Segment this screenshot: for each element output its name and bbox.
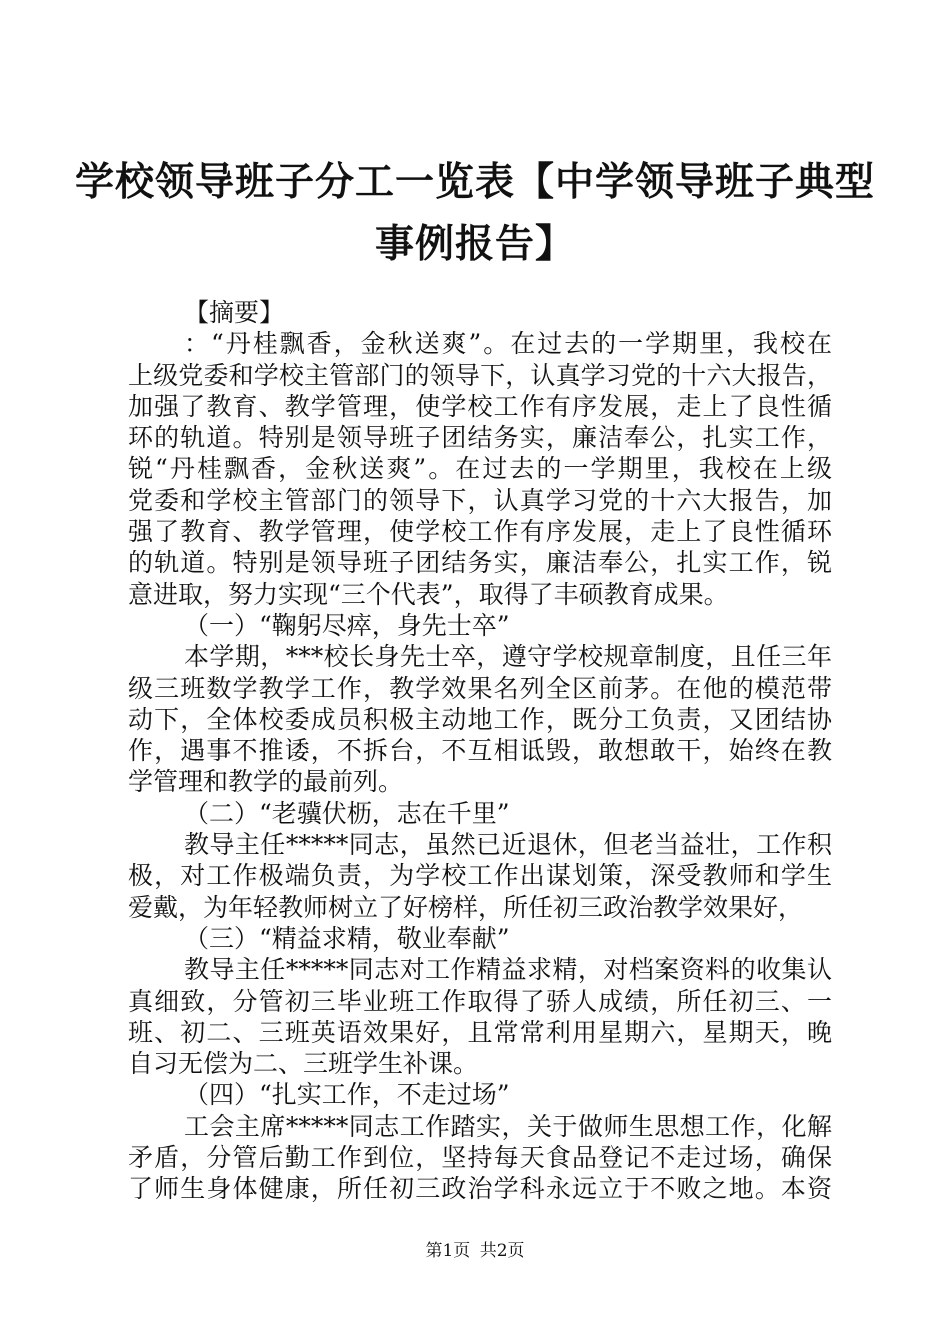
section-heading: （四）“扎实工作，不走过场” <box>184 1080 510 1110</box>
paragraph-line: 了师生身体健康，所任初三政治学科永远立于不败之地。本资 <box>128 1174 832 1204</box>
document-body <box>128 297 832 1205</box>
paragraph-line: 爱戴，为年轻教师树立了好榜样，所任初三政治教学效果好， <box>128 892 804 922</box>
paragraph-line: 加强了教育、教学管理，使学校工作有序发展，走上了良性循 <box>128 391 832 421</box>
section-heading: （二）“老骥伏枥，志在千里” <box>184 798 510 828</box>
paragraph-line: 教导主任*****同志，虽然已近退休，但老当益壮，工作积 <box>184 830 832 860</box>
paragraph-line: 工会主席*****同志工作踏实，关于做师生思想工作，化解 <box>184 1111 832 1141</box>
page-number: 第1页 <box>425 1241 471 1261</box>
abstract-label: 【摘要】 <box>184 298 285 327</box>
paragraph-line: 极，对工作极端负责，为学校工作出谋划策，深受教师和学生 <box>128 861 832 891</box>
paragraph-line: 级三班数学教学工作，教学效果名列全区前茅。在他的模范带 <box>128 673 832 703</box>
paragraph-line: 作，遇事不推诿，不拆台，不互相诋毁，敢想敢干，始终在教 <box>128 736 832 766</box>
paragraph-line: 真细致，分管初三毕业班工作取得了骄人成绩，所任初三、一 <box>128 986 832 1016</box>
paragraph-line: ：“丹桂飘香，金秋送爽”。在过去的一学期里，我校在 <box>184 329 832 359</box>
page-total: 共2页 <box>479 1241 525 1261</box>
paragraph-line: 的轨道。特别是领导班子团结务实，廉洁奉公，扎实工作，锐 <box>128 548 832 578</box>
paragraph-line: 矛盾，分管后勤工作到位，坚持每天食品登记不走过场，确保 <box>128 1143 832 1173</box>
document-title-line-2: 事例报告】 <box>374 221 575 267</box>
paragraph-line: 锐“丹桂飘香，金秋送爽”。在过去的一学期里，我校在上级 <box>128 454 832 484</box>
paragraph-line: 本学期，***校长身先士卒，遵守学校规章制度，且任三年 <box>184 642 832 672</box>
paragraph-line: 自习无偿为二、三班学生补课。 <box>128 1049 479 1079</box>
page-footer <box>0 1241 950 1261</box>
paragraph-line: 强了教育、教学管理，使学校工作有序发展，走上了良性循环 <box>128 517 832 547</box>
paragraph-line: 党委和学校主管部门的领导下，认真学习党的十六大报告，加 <box>128 485 832 515</box>
paragraph-line: 上级党委和学校主管部门的领导下，认真学习党的十六大报告， <box>128 360 832 390</box>
paragraph-line: 班、初二、三班英语效果好，且常常利用星期六，星期天，晚 <box>128 1017 832 1047</box>
paragraph-line: 环的轨道。特别是领导班子团结务实，廉洁奉公，扎实工作， <box>128 423 832 453</box>
section-heading: （三）“精益求精，敬业奉献” <box>184 923 510 953</box>
paragraph-line: 动下，全体校委成员积极主动地工作，既分工负责，又团结协 <box>128 704 832 734</box>
paragraph-line: 学管理和教学的最前列。 <box>128 767 404 797</box>
document-title-line-1: 学校领导班子分工一览表【中学领导班子典型 <box>74 159 875 205</box>
paragraph-line: 意进取，努力实现“三个代表”，取得了丰硕教育成果。 <box>128 579 729 609</box>
paragraph-line: 教导主任*****同志对工作精益求精，对档案资料的收集认 <box>184 955 832 985</box>
section-heading: （一）“鞠躬尽瘁，身先士卒” <box>184 610 510 640</box>
